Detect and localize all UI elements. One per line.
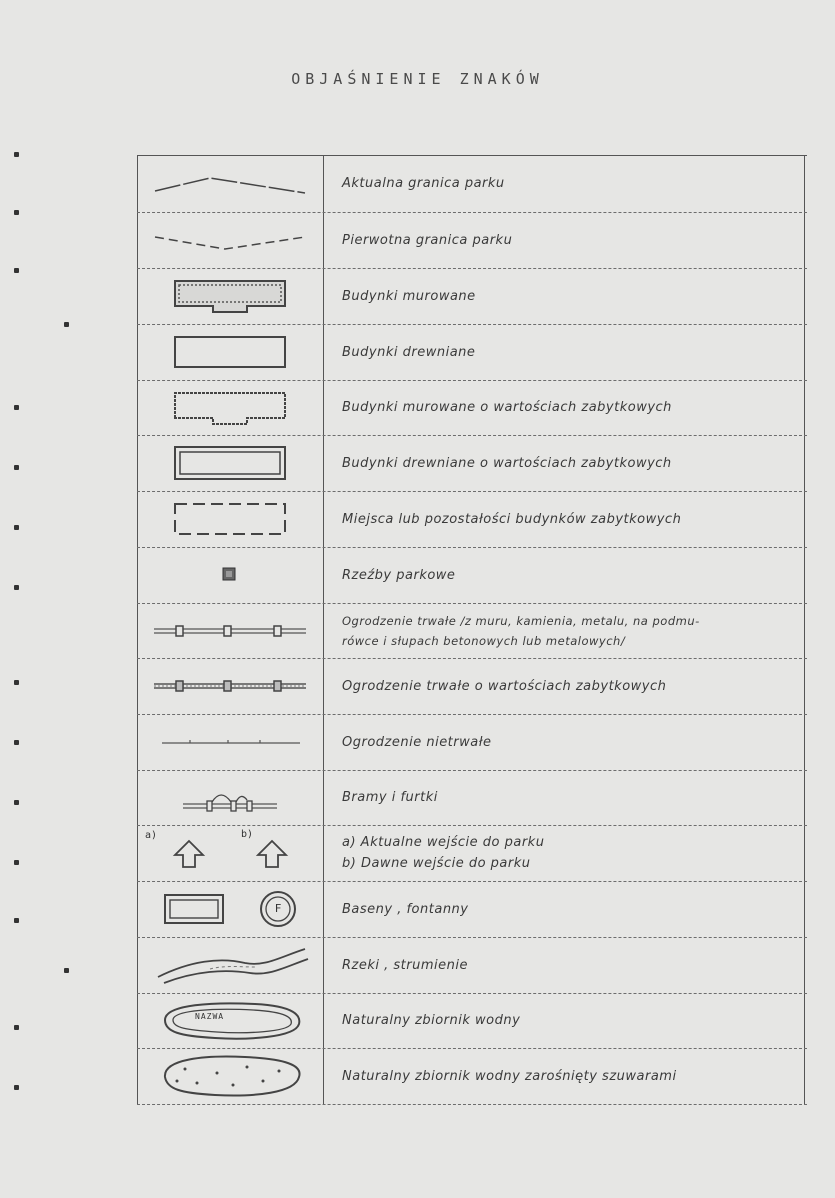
historic-brick-building-icon — [165, 388, 295, 428]
legend-text-line: Rzeki , strumienie — [342, 957, 468, 973]
symbol-cell — [137, 993, 323, 1048]
legend-description — [342, 435, 797, 491]
legend-description — [342, 770, 797, 825]
symbol-cell — [137, 825, 323, 881]
permanent-fence-icon — [150, 621, 310, 641]
symbol-cell — [137, 603, 323, 658]
legend-row — [137, 155, 807, 212]
symbol-cell — [137, 212, 323, 268]
former-entrance-arrow-icon — [252, 835, 292, 871]
binder-hole — [14, 585, 19, 590]
legend-table — [137, 155, 807, 1105]
legend-row — [137, 212, 807, 268]
legend-text-line: Naturalny zbiornik wodny — [342, 1013, 521, 1028]
legend-text-line: Bramy i furtki — [342, 790, 438, 805]
fountain-label: F — [274, 902, 282, 915]
legend-text-line: rówce i słupach betonowych lub metalowych/ — [342, 633, 626, 648]
legend-description — [342, 993, 797, 1048]
legend-text-line: Budynki drewniane o wartościach zabytkowych — [342, 455, 672, 471]
legend-text-line: Ogrodzenie trwałe o wartościach zabytkowych — [342, 678, 667, 694]
legend-description — [342, 658, 797, 714]
symbol-cell — [137, 435, 323, 491]
legend-description — [342, 268, 797, 324]
binder-hole — [14, 525, 19, 530]
legend-description — [342, 491, 797, 547]
binder-hole — [14, 740, 19, 745]
legend-description — [342, 1048, 797, 1104]
binder-hole — [14, 800, 19, 805]
legend-row — [137, 324, 807, 380]
original-boundary-line-icon — [150, 225, 310, 255]
symbol-cell — [137, 658, 323, 714]
symbol-cell — [137, 1048, 323, 1104]
table-bottom-border — [137, 1104, 807, 1105]
legend-description — [342, 603, 797, 658]
legend-row — [137, 547, 807, 603]
symbol-cell — [137, 491, 323, 547]
legend-text-line: Baseny , fontanny — [342, 901, 469, 917]
legend-description — [342, 324, 797, 380]
symbol-cell — [137, 155, 323, 212]
legend-description — [342, 212, 797, 268]
symbol-cell — [137, 937, 323, 993]
current-boundary-line-icon — [150, 169, 310, 199]
binder-hole — [14, 210, 19, 215]
historic-permanent-fence-icon — [150, 676, 310, 696]
symbol-cell — [137, 770, 323, 825]
label-a: a) — [145, 830, 158, 841]
symbol-cell — [137, 881, 323, 937]
gates-icon — [175, 780, 285, 816]
legend-text-line: Naturalny zbiornik wodny zarośnięty szuwarami — [342, 1068, 677, 1084]
legend-text-line: Aktualna granica parku — [342, 176, 505, 191]
wooden-building-icon — [165, 332, 295, 372]
legend-description — [342, 714, 797, 770]
historic-wooden-building-icon — [165, 443, 295, 483]
legend-text-line: Miejsca lub pozostałości budynków zabytkowych — [342, 511, 682, 527]
historic-building-remains-icon — [165, 499, 295, 539]
temporary-fence-icon — [150, 732, 310, 752]
binder-hole — [14, 1085, 19, 1090]
binder-hole — [14, 918, 19, 923]
symbol-cell — [137, 324, 323, 380]
symbol-cell — [137, 380, 323, 435]
legend-text-line: a) Aktualne wejście do parku — [342, 835, 545, 850]
legend-text-line: Ogrodzenie nietrwałe — [342, 734, 492, 750]
legend-text-line: b) Dawne wejście do parku — [342, 856, 531, 871]
legend-row — [137, 1048, 807, 1104]
legend-row — [137, 603, 807, 658]
binder-hole — [14, 860, 19, 865]
symbol-cell — [137, 547, 323, 603]
legend-description — [342, 547, 797, 603]
binder-hole — [14, 680, 19, 685]
legend-row — [137, 658, 807, 714]
legend-description — [342, 825, 797, 881]
legend-row — [137, 770, 807, 825]
legend-text-line: Budynki murowane o wartościach zabytkowych — [342, 400, 672, 415]
legend-row — [137, 825, 807, 881]
label-b: b) — [241, 829, 254, 840]
legend-row — [137, 937, 807, 993]
legend-text-line: Ogrodzenie trwałe /z muru, kamienia, metalu, na podmu- — [342, 613, 700, 628]
legend-text-line: Rzeźby parkowe — [342, 567, 456, 583]
legend-text-line: Budynki murowane — [342, 288, 476, 304]
legend-row — [137, 881, 807, 937]
binder-hole — [14, 405, 19, 410]
legend-description — [342, 937, 797, 993]
legend-description — [342, 881, 797, 937]
legend-row — [137, 714, 807, 770]
current-entrance-arrow-icon — [169, 835, 209, 871]
binder-hole — [64, 322, 69, 327]
river-icon — [150, 943, 310, 987]
binder-hole — [14, 1025, 19, 1030]
binder-hole — [14, 268, 19, 273]
symbol-cell — [137, 268, 323, 324]
legend-description — [342, 380, 797, 435]
binder-hole — [64, 968, 69, 973]
pool-icon — [162, 891, 226, 927]
legend-description — [342, 155, 797, 212]
binder-hole — [14, 465, 19, 470]
binder-hole — [14, 152, 19, 157]
water-reservoir-icon — [155, 998, 305, 1044]
legend-row — [137, 268, 807, 324]
overgrown-reservoir-icon — [155, 1051, 305, 1101]
symbol-cell — [137, 714, 323, 770]
legend-text-line: Budynki drewniane — [342, 344, 476, 360]
legend-row — [137, 993, 807, 1048]
legend-row — [137, 435, 807, 491]
fountain-icon — [258, 889, 298, 929]
page-title: OBJAŚNIENIE ZNAKÓW — [291, 70, 544, 88]
legend-row — [137, 491, 807, 547]
brick-building-icon — [165, 276, 295, 316]
legend-row — [137, 380, 807, 435]
park-sculpture-icon — [220, 565, 240, 585]
reservoir-name-label: NAZWA — [195, 1011, 225, 1021]
legend-text-line: Pierwotna granica parku — [342, 232, 513, 248]
